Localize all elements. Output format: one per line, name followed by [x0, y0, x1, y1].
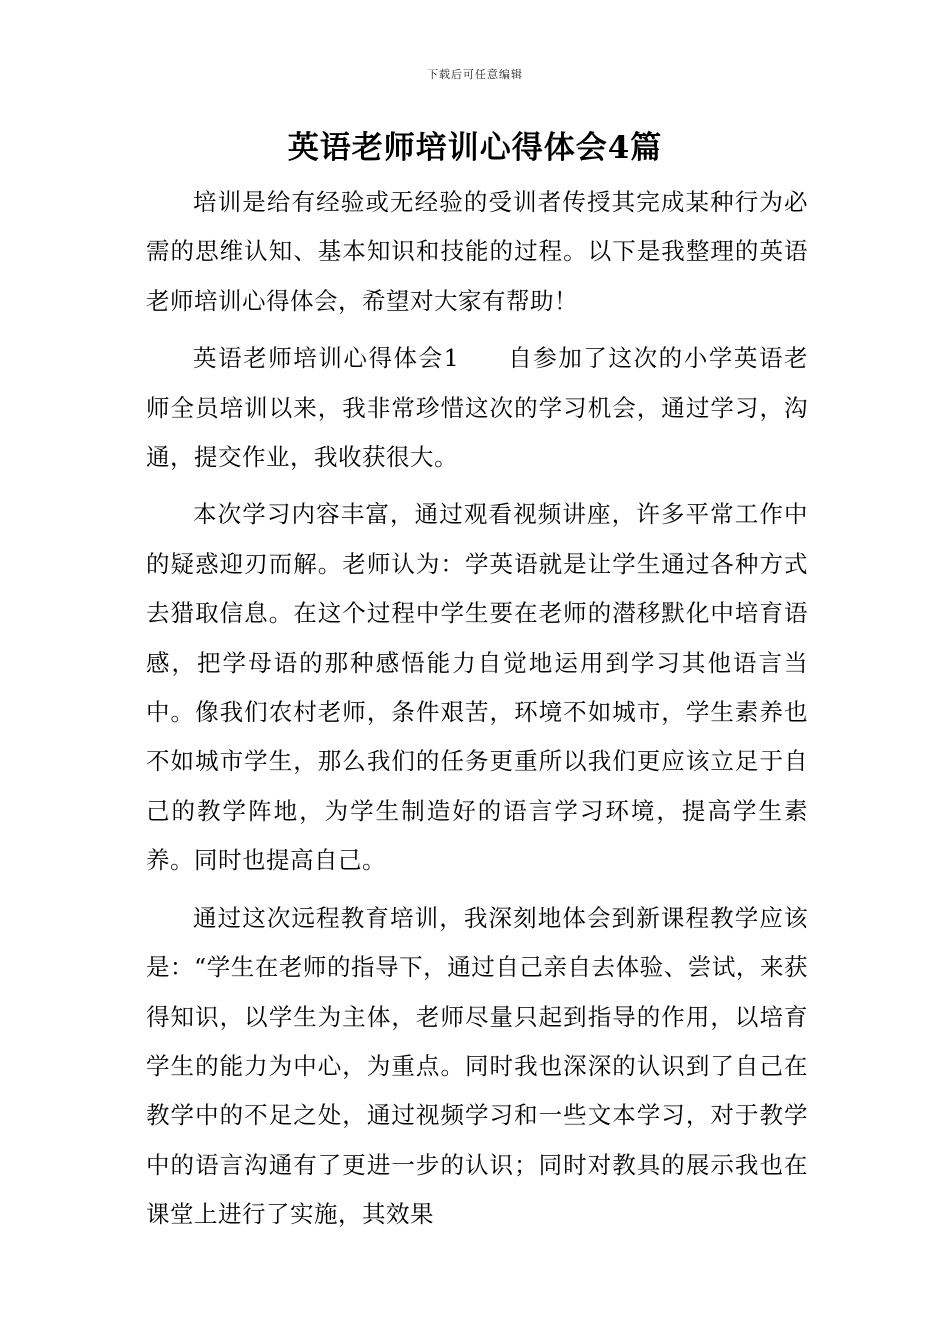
section-1-paragraph: [146, 334, 808, 482]
paragraph-3: 通过这次远程教育培训，我深刻地体会到新课程教学应该是：“学生在老师的指导下，通过自己亲自去体验、尝试，来获得知识，以学生为主体，老师尽量只起到指导的作用，以培育学生的能力为中心，为重点。同时我也深深的认识到了自己在教学中的不足之处，通过视频学习和一些文本学习，对于教学中的语言沟通有了更进一步的认识；同时对教具的展示我也在课堂上进行了实施，其效果: [146, 903, 808, 1229]
paragraph-2: 本次学习内容丰富，通过观看视频讲座，许多平常工作中的疑惑迎刃而解。老师认为：学英语就是让学生通过各种方式去猎取信息。在这个过程中学生要在老师的潜移默化中培育语感，把学母语的那种感悟能力自觉地运用到学习其他语言当中。像我们农村老师，条件艰苦，环境不如城市，学生素养也不如城市学生，那么我们的任务更重所以我们更应该立足于自己的教学阵地，为学生制造好的语言学习环境，提高学生素养。同时也提高自己。: [146, 500, 808, 875]
intro-paragraph: 培训是给有经验或无经验的受训者传授其完成某种行为必需的思维认知、基本知识和技能的过程。以下是我整理的英语老师培训心得体会，希望对大家有帮助！: [146, 188, 808, 315]
document-title: 英语老师培训心得体会4篇: [287, 130, 663, 166]
header-note: 下载后可任意编辑: [427, 68, 523, 81]
document-body: [146, 178, 808, 1240]
section-1-heading: 英语老师培训心得体会1: [193, 344, 460, 373]
section-1-opening: 自参加了这次的小学英语老师全员培训以来，我非常珍惜这次的学习机会，通过学习，沟通，提交作业，我收获很大。: [146, 344, 808, 472]
